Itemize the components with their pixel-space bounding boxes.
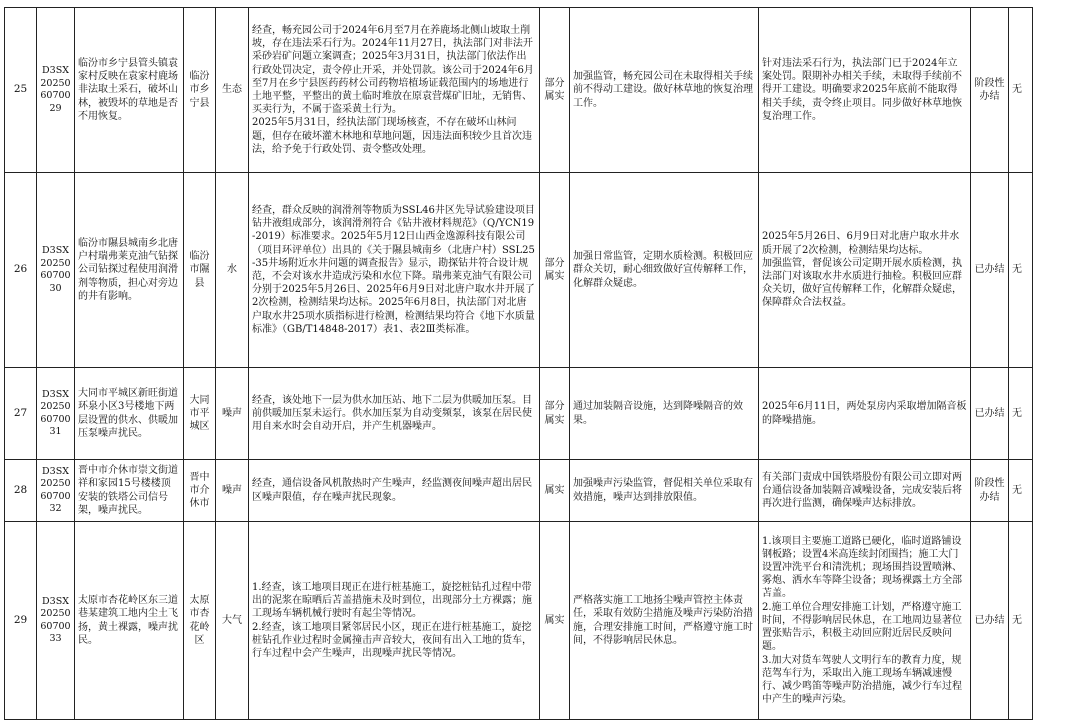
table-row	[5, 522, 1033, 720]
accountability: 无	[1009, 368, 1033, 460]
pollution-type: 噪声	[216, 368, 249, 460]
handling-measures: 加强日常监管，定期水质检测。积极回应群众关切，耐心细致做好宣传解释工作，化解群众疑虑。	[570, 173, 759, 368]
investigation-findings: 经查，畅充园公司于2024年6月至7月在养鹿场北侧山坡取土削坡，存在违法采石行为。2024年11月27日，执法部门对非法开采砂岩矿问题立案调查；2025年3月31日，执法部门依法作出行政处罚决定，责令停止开采，并处罚款。该公司于2024年6月至7月在乡宁县医药药材公司药物培植场证载范围内的场地进行土地平整，平整出的黄土临时堆放在原袁营煤矿旧址，无销售、买卖行为，不属于盗采黄土行为。 2025年5月31日，经执法部门现场核查，不存在破坏山林问题，但存在破坏灌木林地和草地问题，因违法面积较少且首次违法，给予免于行政处罚、责令整改处理。	[249, 8, 540, 173]
investigation-findings: 经查，群众反映的润滑剂等物质为SSL46井区先导试验建设项目钻井液组成部分，该润滑剂符合《钻井液材料规范》（Q/YCN19-2019）标准要求。2025年5月12日山西金逸源科技有限公司（项目环评单位）出具的《关于隰县城南乡（北唐户村）SSL25-35井场附近水井问题的调查报告》显示，勘探钻井符合设计规范，不会对该水井造成污染和水位下降。瑞弗莱克油气有限公司分别于2025年5月26日、2025年6月9日对北唐户取水井开展了2次检测，检测结果均达标。2025年6月8日，执法部门对北唐户取水井25项水质指标进行检测，检测结果均符合《地下水质量标准》（GB/T14848-2017）表1、表2Ⅲ类标准。	[249, 173, 540, 368]
pollution-type: 生态	[216, 8, 249, 173]
case-code: D3SX2025060700 32	[37, 460, 75, 522]
investigation-findings: 经查，该处地下一层为供水加压站、地下二层为供暖加压泵。目前供暖加压泵未运行。供水加压泵为自动变频泵，该泵在居民使用自来水时会自动开启，并产生机器噪声。	[249, 368, 540, 460]
rectification-progress: 2025年5月26日、6月9日对北唐户取水井水质开展了2次检测，检测结果均达标。 加强监管，督促该公司定期开展水质检测，执法部门对该取水井水质进行抽检。积极回应群众关切，做好宣传解释工作，化解群众疑虑，保障群众合法权益。	[759, 173, 971, 368]
handling-measures: 加强监管，畅充园公司在未取得相关手续前不得动工建设。做好林草地的恢复治理工作。	[570, 8, 759, 173]
case-code: D3SX2025060700 30	[37, 173, 75, 368]
accountability: 无	[1009, 522, 1033, 720]
row-number: 29	[5, 522, 37, 720]
verdict: 属实	[540, 460, 570, 522]
rectification-progress: 2025年6月11日，两处泵房内采取增加隔音板的降噪措施。	[759, 368, 971, 460]
pollution-type: 大气	[216, 522, 249, 720]
handling-measures: 通过加装隔音设施，达到降噪隔音的效果。	[570, 368, 759, 460]
case-table	[4, 7, 1033, 720]
accountability: 无	[1009, 8, 1033, 173]
table-row	[5, 173, 1033, 368]
completion-status: 已办结	[971, 173, 1009, 368]
row-number: 27	[5, 368, 37, 460]
handling-measures: 严格落实施工工地扬尘噪声管控主体责任，采取有效防尘措施及噪声污染防治措施，合理安排施工时间，严格遵守施工时间，不得影响居民休息。	[570, 522, 759, 720]
rectification-progress: 针对违法采石行为，执法部门已于2024年立案处罚。限期补办相关手续，未取得手续前不得开工建设。明确要求2025年底前不能取得相关手续，责令终止项目。同步做好林草地恢复治理工作。	[759, 8, 971, 173]
complaint-content: 大同市平城区新旺街道环泉小区3号楼地下两层设置的供水、供暖加压泵噪声扰民。	[75, 368, 184, 460]
verdict: 部分属实	[540, 368, 570, 460]
verdict: 属实	[540, 522, 570, 720]
completion-status: 阶段性办结	[971, 8, 1009, 173]
complaint-content: 临汾市隰县城南乡北唐户村瑞弗莱克油气钻探公司钻探过程使用润滑剂等物质，担心对旁边的井有影响。	[75, 173, 184, 368]
handling-measures: 加强噪声污染监管，督促相关单位采取有效措施，噪声达到排放限值。	[570, 460, 759, 522]
rectification-progress: 有关部门责成中国铁塔股份有限公司立即对两台通信设备加装隔音减噪设备，完成安装后将再次进行监测，确保噪声达标排放。	[759, 460, 971, 522]
rectification-progress: 1.该项目主要施工道路已硬化，临时道路铺设钢板路；设置4米高连续封闭围挡；施工大门设置冲洗平台和清洗机；现场围挡设置喷淋、雾炮、洒水车等降尘设备；现场裸露土方全部苫盖。 2.施工单位合理安排施工计划，严格遵守施工时间，不得影响居民休息，在工地周边显著位置张贴告示，积极主动回应附近居民反映问题。 3.加大对货车驾驶人文明行车的教育力度，规范驾车行为，采取出入施工现场车辆减速慢行、减少鸣笛等噪声防治措施，减少行车过程中产生的噪声污染。	[759, 522, 971, 720]
pollution-type: 噪声	[216, 460, 249, 522]
administrative-region: 临汾市乡宁县	[184, 8, 216, 173]
investigation-findings: 1.经查，该工地项目现正在进行桩基施工，旋挖桩钻孔过程中带出的泥浆在晾晒后苫盖措施未及时到位，出现部分土方裸露；施工现场车辆机械行驶时有起尘等情况。 2.经查，该工地项目紧邻居民小区，现正在进行桩基施工，旋挖桩钻孔作业过程时金属撞击声音较大，夜间有出入工地的货车，行车过程中会产生噪声，出现噪声扰民等情况。	[249, 522, 540, 720]
pollution-type: 水	[216, 173, 249, 368]
row-number: 25	[5, 8, 37, 173]
accountability: 无	[1009, 460, 1033, 522]
row-number: 28	[5, 460, 37, 522]
verdict: 部分属实	[540, 8, 570, 173]
case-code: D3SX2025060700 33	[37, 522, 75, 720]
complaint-content: 晋中市介休市崇文街道祥和家园15号楼楼顶安装的铁塔公司信号架，噪声扰民。	[75, 460, 184, 522]
table-row	[5, 368, 1033, 460]
investigation-findings: 经查，通信设备风机散热时产生噪声，经监测夜间噪声超出居民区噪声限值，存在噪声扰民现象。	[249, 460, 540, 522]
administrative-region: 临汾市隰县	[184, 173, 216, 368]
completion-status: 阶段性办结	[971, 460, 1009, 522]
administrative-region: 晋中市介休市	[184, 460, 216, 522]
case-code: D3SX2025060700 31	[37, 368, 75, 460]
administrative-region: 大同市平城区	[184, 368, 216, 460]
complaint-content: 太原市杏花岭区东三道巷某建筑工地内尘土飞扬，黄土裸露，噪声扰民。	[75, 522, 184, 720]
row-number: 26	[5, 173, 37, 368]
completion-status: 已办结	[971, 368, 1009, 460]
table-row	[5, 460, 1033, 522]
completion-status: 已办结	[971, 522, 1009, 720]
accountability: 无	[1009, 173, 1033, 368]
case-code: D3SX2025060700 29	[37, 8, 75, 173]
table-row	[5, 8, 1033, 173]
verdict: 部分属实	[540, 173, 570, 368]
administrative-region: 太原市杏花岭区	[184, 522, 216, 720]
complaint-content: 临汾市乡宁县管头镇袁家村反映在袁家村鹿场非法取土采石，破坏山林，被毁坏的草地是否不用恢复。	[75, 8, 184, 173]
